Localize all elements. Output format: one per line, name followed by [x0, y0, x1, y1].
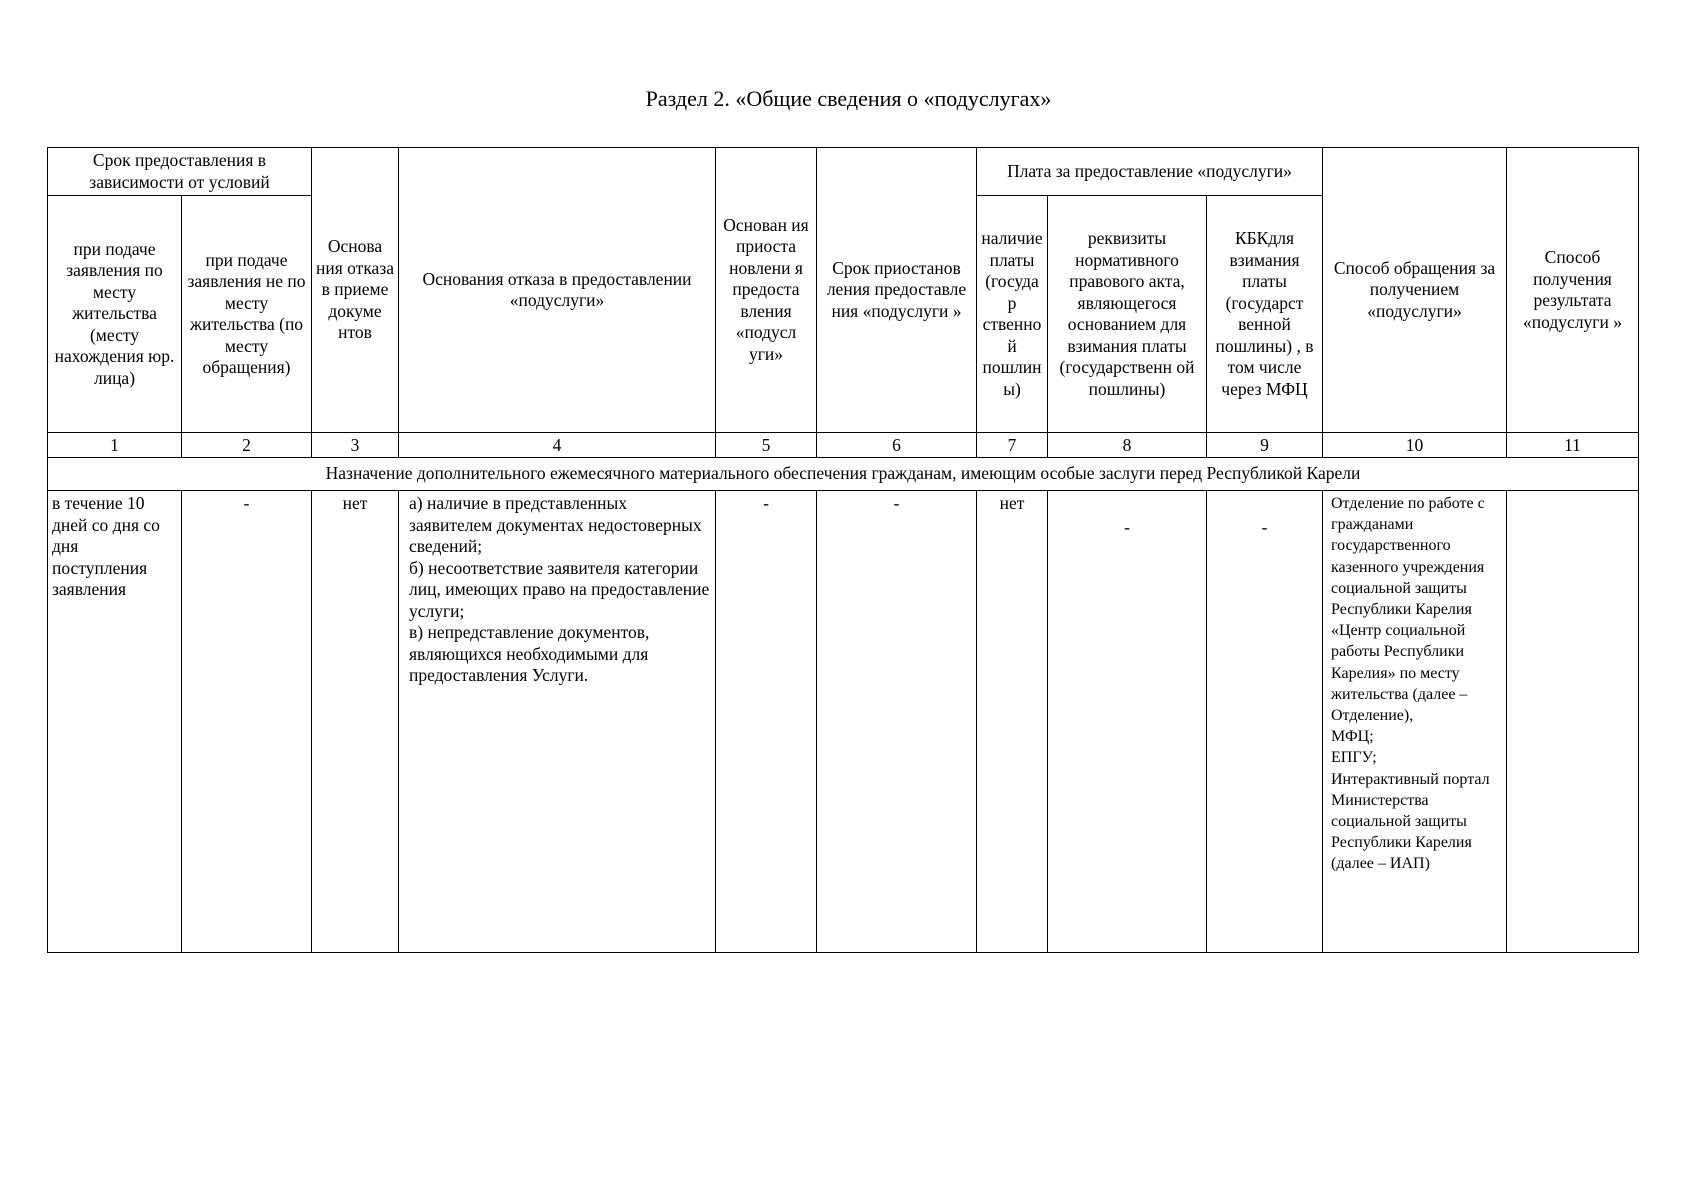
cell-refusal-docs: нет	[312, 491, 399, 953]
column-number: 6	[817, 433, 977, 458]
header-col-4: Основания отказа в предоставлении «подуслуги»	[399, 148, 716, 433]
cell-suspension-grounds: -	[716, 491, 817, 953]
column-number: 5	[716, 433, 817, 458]
header-col-6: Срок приостанов ления предоставле ния «подуслуги »	[817, 148, 977, 433]
cell-term-residence: в течение 10 дней со дня со дня поступления заявления	[48, 491, 182, 953]
header-col-11: Способ получения результата «подуслуги »	[1507, 148, 1639, 433]
column-number: 7	[977, 433, 1048, 458]
header-col-8: реквизиты нормативного правового акта, являющегося основанием для взимания платы (государственн ой пошлины)	[1048, 196, 1207, 433]
cell-refusal-grounds: а) наличие в представленных заявителем документах недостоверных сведений; б) несоответствие заявителя категории лиц, имеющих право на предоставление услуги; в) непредставление документов, являющихся необходимыми для предоставления Услуги.	[399, 491, 716, 953]
services-table	[47, 147, 1639, 953]
column-number: 9	[1207, 433, 1323, 458]
header-row-groups	[48, 148, 1639, 196]
header-col-3: Основа ния отказа в приеме докуме нтов	[312, 148, 399, 433]
section-title: Назначение дополнительного ежемесячного материального обеспечения гражданам, имеющим особые заслуги перед Республикой Карели	[48, 458, 1639, 491]
column-number: 1	[48, 433, 182, 458]
cell-suspension-term: -	[817, 491, 977, 953]
page-title: Раздел 2. «Общие сведения о «подуслугах»	[645, 86, 1052, 111]
cell-result-method	[1507, 491, 1639, 953]
column-number-row	[48, 433, 1639, 458]
table-row	[48, 491, 1639, 953]
header-col-9: КБКдля взимания платы (государст венной пошлины) , в том числе через МФЦ	[1207, 196, 1323, 433]
column-number: 2	[182, 433, 312, 458]
cell-fee-presence: нет	[977, 491, 1048, 953]
cell-term-other: -	[182, 491, 312, 953]
column-number: 11	[1507, 433, 1639, 458]
cell-application-method: Отделение по работе с гражданами государственного казенного учреждения социальной защиты Республики Карелия «Центр социальной работы Республики Карелия» по месту жительства (далее – Отделение), МФЦ; ЕПГУ; Интерактивный портал Министерства социальной защиты Республики Карелия (далее – ИАП)	[1323, 491, 1507, 953]
column-number: 3	[312, 433, 399, 458]
column-number: 10	[1323, 433, 1507, 458]
column-number: 4	[399, 433, 716, 458]
section-row	[48, 458, 1639, 491]
header-term-group: Срок предоставления в зависимости от условий	[48, 148, 312, 196]
header-col-7: наличие платы (государ ственно й пошлин ы)	[977, 196, 1048, 433]
cell-fee-act: -	[1048, 491, 1207, 953]
header-col-1: при подаче заявления по месту жительства (месту нахождения юр. лица)	[48, 196, 182, 433]
header-col-2: при подаче заявления не по месту жительства (по месту обращения)	[182, 196, 312, 433]
header-col-10: Способ обращения за получением «подуслуги»	[1323, 148, 1507, 433]
header-fee-group: Плата за предоставление «подуслуги»	[977, 148, 1323, 196]
header-col-5: Основан ия приоста новлени я предоста вления «подусл уги»	[716, 148, 817, 433]
column-number: 8	[1048, 433, 1207, 458]
cell-fee-kbk: -	[1207, 491, 1323, 953]
